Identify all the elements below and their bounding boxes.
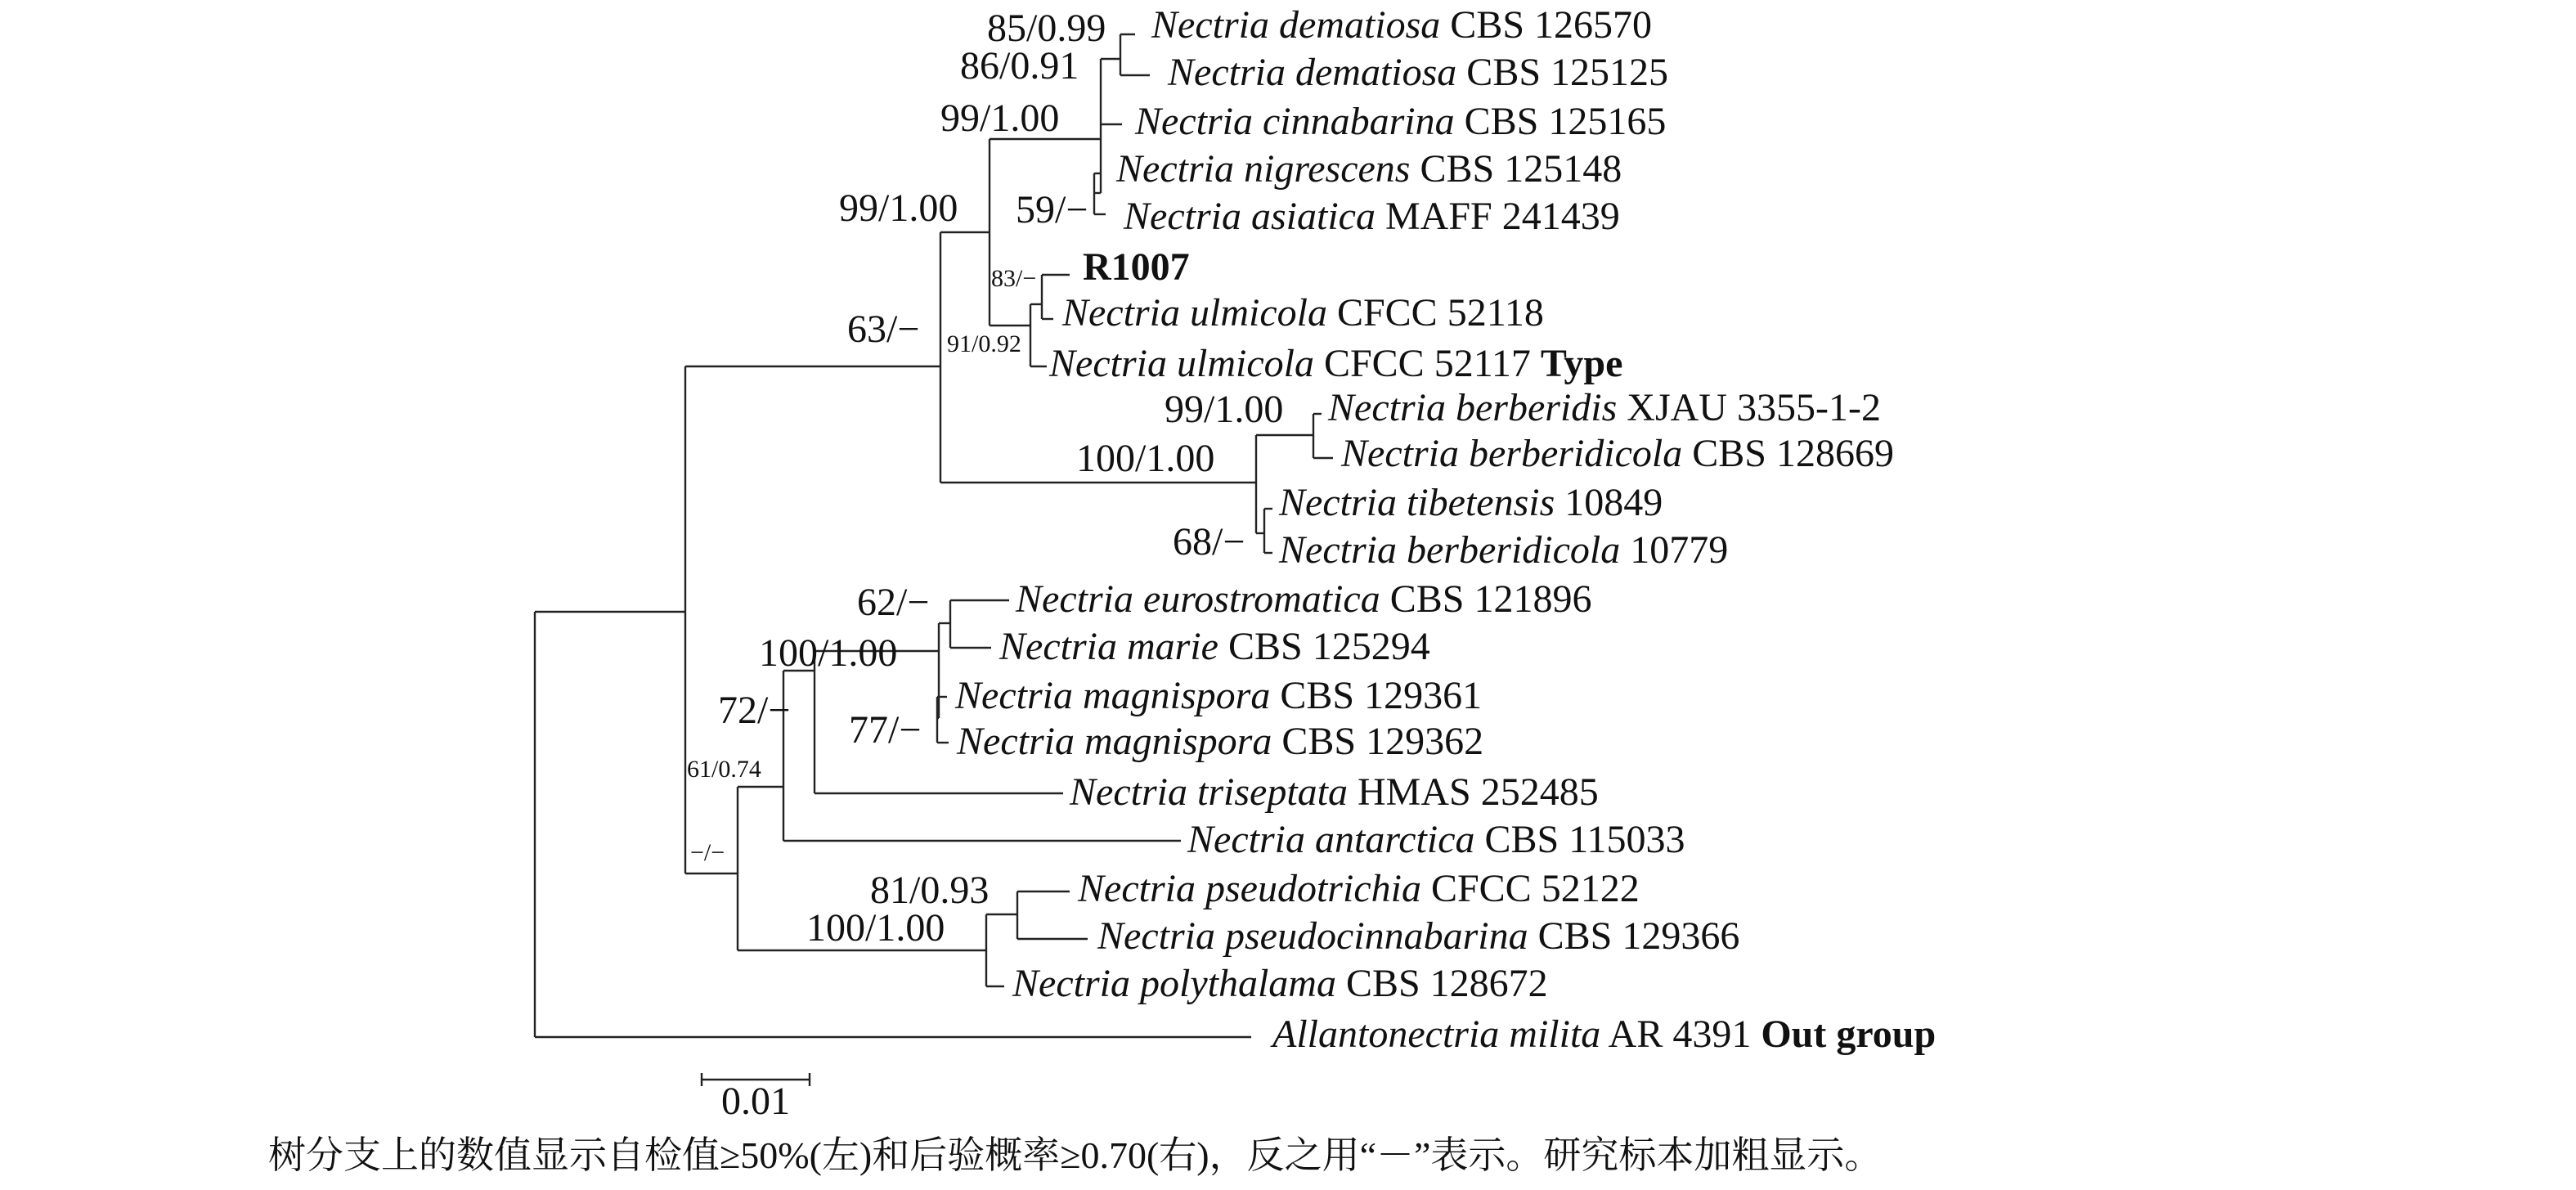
- support-value: 77/−: [849, 708, 922, 752]
- tip-label: Nectria polythalama CBS 128672: [1012, 962, 1548, 1005]
- support-value: 91/0.92: [947, 330, 1021, 357]
- support-value: 61/0.74: [687, 756, 761, 783]
- outgroup-label: Allantonectria milita AR 4391 Out group: [1272, 1013, 1936, 1056]
- tip-label: Nectria pseudotrichia CFCC 52122: [1078, 867, 1640, 910]
- scale-bar-label: 0.01: [721, 1080, 790, 1123]
- support-value: 100/1.00: [806, 906, 945, 950]
- support-value: 62/−: [857, 581, 930, 624]
- scale-bar: [702, 1073, 810, 1123]
- tip-label: Nectria magnispora CBS 129361: [955, 674, 1483, 717]
- tip-label: Nectria asiatica MAFF 241439: [1124, 195, 1620, 238]
- support-value: 100/1.00: [759, 631, 898, 675]
- support-value: 99/1.00: [940, 97, 1060, 140]
- tip-label: Nectria nigrescens CBS 125148: [1116, 147, 1622, 191]
- tip-label: Nectria berberidicola CBS 128669: [1341, 432, 1894, 475]
- study-specimen-label: R1007: [1083, 245, 1190, 289]
- support-value: 59/−: [1016, 188, 1088, 231]
- tip-label: Nectria berberidis XJAU 3355-1-2: [1328, 386, 1881, 429]
- support-value: 83/−: [991, 265, 1037, 292]
- figure-caption: 树分支上的数值显示自检值≥50%(左)和后验概率≥0.70(右)，反之用“－”表示。研究标本加粗显示。: [268, 1134, 1883, 1176]
- tip-label: Nectria berberidicola 10779: [1279, 528, 1729, 572]
- tip-label: Nectria dematiosa CBS 125125: [1168, 51, 1669, 94]
- tip-label: Nectria magnispora CBS 129362: [957, 720, 1484, 763]
- tip-label: Nectria eurostromatica CBS 121896: [1016, 577, 1592, 621]
- tip-label: Nectria marie CBS 125294: [999, 625, 1430, 668]
- support-value: 81/0.93: [870, 869, 990, 912]
- support-value: 85/0.99: [987, 7, 1106, 50]
- tip-label: Nectria antarctica CBS 115033: [1187, 818, 1685, 861]
- tip-label: Nectria tibetensis 10849: [1279, 481, 1663, 524]
- support-value: 86/0.91: [960, 44, 1079, 88]
- support-value: 99/1.00: [839, 186, 958, 230]
- outgroup-tag: Out group: [1761, 1013, 1936, 1056]
- tip-label: Nectria ulmicola CFCC 52118: [1062, 291, 1544, 335]
- support-value: 68/−: [1173, 520, 1245, 564]
- support-value: 63/−: [847, 308, 920, 351]
- support-value: 100/1.00: [1076, 437, 1215, 480]
- tip-label: Nectria ulmicola CFCC 52117 Type: [1049, 342, 1623, 385]
- tip-label: Nectria pseudocinnabarina CBS 129366: [1097, 914, 1740, 958]
- support-value: 72/−: [718, 689, 791, 732]
- type-tag: Type: [1540, 342, 1623, 385]
- support-value: −/−: [690, 839, 725, 866]
- tip-label: Nectria dematiosa CBS 126570: [1151, 3, 1653, 47]
- support-value: 99/1.00: [1165, 388, 1284, 431]
- tip-label: Nectria cinnabarina CBS 125165: [1135, 100, 1667, 143]
- tip-label: Nectria triseptata HMAS 252485: [1070, 770, 1599, 814]
